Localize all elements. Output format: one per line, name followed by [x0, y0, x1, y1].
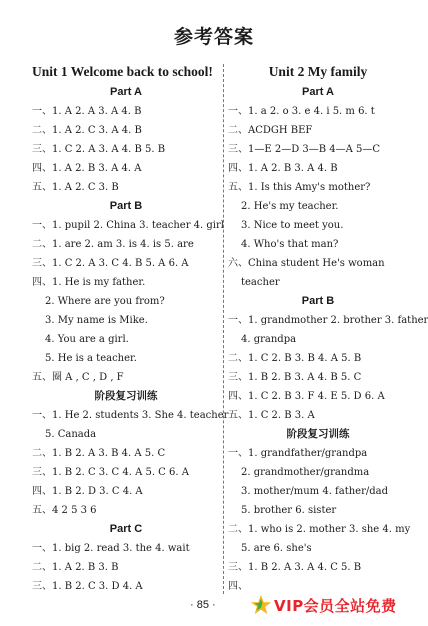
answer-line: 四、	[228, 581, 248, 592]
answer-line: 四、1. A 2. B 3. A 4. A	[32, 163, 142, 174]
page-number: · 85 ·	[190, 599, 216, 611]
unit-heading: Unit 1 Welcome back to school!	[32, 64, 213, 79]
page-title: 参考答案	[173, 26, 254, 48]
answer-line: 一、1. grandmother 2. brother 3. father	[228, 315, 428, 326]
answer-line: 一、1. grandfather/grandpa	[228, 448, 368, 459]
unit-heading: Unit 2 My family	[268, 64, 368, 79]
answer-line: 三、1. C 2. A 3. C 4. B 5. A 6. A	[32, 258, 189, 269]
section-heading: Part A	[110, 86, 142, 98]
answer-line: 四、1. He is my father.	[32, 277, 146, 288]
star-icon	[250, 594, 272, 616]
answer-line: 二、1. B 2. A 3. B 4. A 5. C	[32, 448, 166, 459]
answer-line: 二、ACDGH BEF	[228, 125, 313, 136]
answer-line: 一、1. A 2. A 3. A 4. B	[32, 106, 142, 117]
answer-line: 六、China student He's woman	[228, 258, 385, 269]
answer-line: 三、1. C 2. A 3. A 4. B 5. B	[32, 144, 166, 155]
answer-line: 三、1. B 2. A 3. A 4. C 5. B	[228, 562, 362, 573]
answer-line: 3. mother/mum 4. father/dad	[241, 486, 389, 497]
right-column	[228, 62, 428, 596]
answer-line: 五、1. C 2. B 3. A	[228, 410, 315, 421]
answer-line: 4. You are a girl.	[45, 334, 129, 345]
answer-line: 一、1. pupil 2. China 3. teacher 4. girl	[32, 220, 224, 231]
section-heading: Part C	[109, 523, 143, 535]
answer-line: 五、1. A 2. C 3. B	[32, 182, 119, 193]
answer-line: 一、1. big 2. read 3. the 4. wait	[32, 543, 190, 554]
answer-line: 2. grandmother/grandma	[241, 467, 370, 478]
section-heading: 阶段复习训练	[94, 390, 158, 402]
answer-line: 5. He is a teacher.	[45, 353, 137, 364]
answer-line: 一、1. a 2. o 3. e 4. i 5. m 6. t	[228, 106, 375, 117]
answer-line: 5. Canada	[45, 429, 97, 440]
answer-line: 四、1. B 2. D 3. C 4. A	[32, 486, 143, 497]
column-divider	[223, 64, 224, 594]
answer-line: 五、1. Is this Amy's mother?	[228, 182, 371, 193]
answer-line: 五、圈 A , C , D , F	[32, 372, 124, 383]
section-heading: Part A	[302, 86, 334, 98]
answer-line: 4. grandpa	[241, 334, 297, 345]
answer-line: 三、1. B 2. C 3. D 4. A	[32, 581, 143, 592]
answer-line: 五、4 2 5 3 6	[32, 505, 97, 516]
section-heading: 阶段复习训练	[286, 428, 350, 440]
section-heading: Part B	[109, 200, 143, 212]
answer-line: 3. Nice to meet you.	[241, 220, 344, 231]
answer-line: 二、1. A 2. B 3. B	[32, 562, 119, 573]
answer-list	[32, 83, 229, 596]
answer-line: 三、1—E 2—D 3—B 4—A 5—C	[228, 144, 381, 155]
answer-line: 四、1. C 2. B 3. F 4. E 5. D 6. A	[228, 391, 385, 402]
answer-line: 5. are 6. she's	[241, 543, 312, 554]
answer-line: 2. He's my teacher.	[241, 201, 339, 212]
answer-line: 二、1. are 2. am 3. is 4. is 5. are	[32, 239, 194, 250]
answer-line: 三、1. B 2. B 3. A 4. B 5. C	[228, 372, 362, 383]
answer-line: 一、1. He 2. students 3. She 4. teacher	[32, 410, 229, 421]
answer-list	[228, 83, 428, 596]
answer-line: teacher	[241, 277, 280, 288]
answer-line: 2. Where are you from?	[45, 296, 165, 307]
answer-line: 三、1. B 2. C 3. C 4. A 5. C 6. A	[32, 467, 189, 478]
answer-line: 4. Who's that man?	[241, 239, 339, 250]
left-column	[32, 62, 229, 596]
answer-line: 二、1. A 2. C 3. A 4. B	[32, 125, 142, 136]
answer-line: 3. My name is Mike.	[45, 315, 148, 326]
section-heading: Part B	[301, 295, 335, 307]
vip-watermark[interactable]	[250, 592, 397, 618]
vip-text: VIP会员全站免费	[274, 596, 397, 615]
answer-line: 四、1. A 2. B 3. A 4. B	[228, 163, 338, 174]
answer-line: 5. brother 6. sister	[241, 505, 337, 516]
answer-line: 二、1. C 2. B 3. B 4. A 5. B	[228, 353, 362, 364]
answer-line: 二、1. who is 2. mother 3. she 4. my	[228, 524, 411, 535]
